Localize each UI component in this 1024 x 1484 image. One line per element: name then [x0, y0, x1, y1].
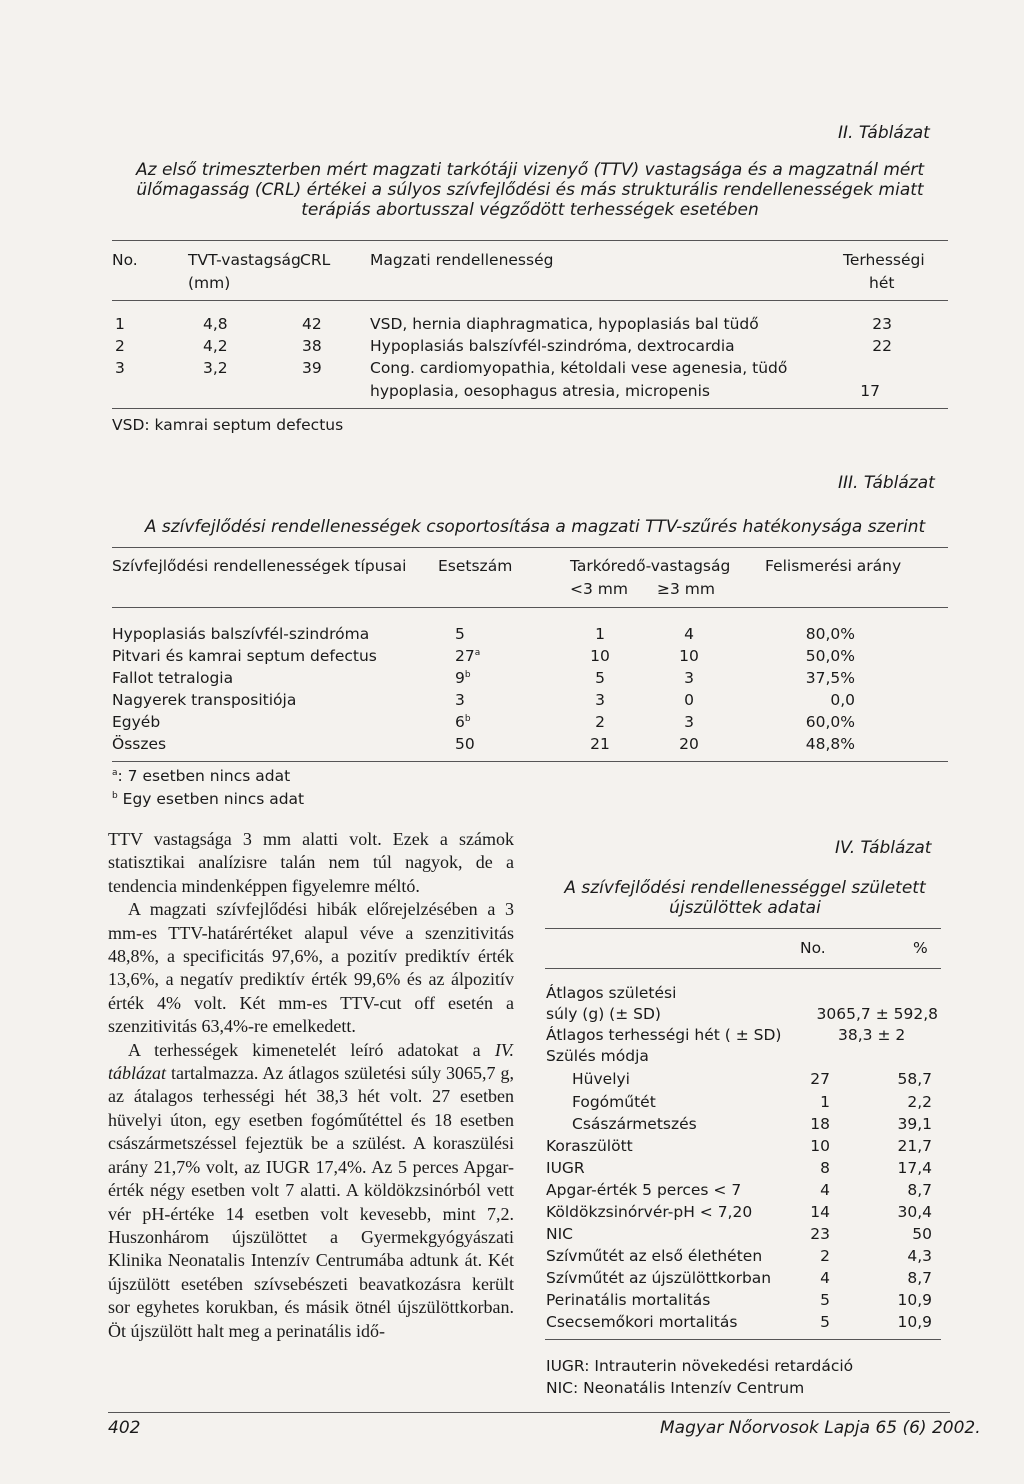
table-reference: IV. táblázat: [108, 1039, 514, 1084]
body-paragraph: TTV vastagsága 3 mm alatti volt. Ezek a számok statisztikai analízisre talán nem túl nagyok, de a tendencia mindenképpen figyelemre méltó.: [108, 829, 514, 896]
table3-cases-value: 50: [455, 735, 475, 753]
table4-row-label: súly (g) (± SD): [546, 1005, 661, 1023]
table2-cell-no: 3: [115, 359, 125, 377]
table3-cell-type: Egyéb: [112, 713, 161, 731]
table3-top-rule: [112, 547, 948, 548]
table2-header-week: Terhességi: [843, 251, 925, 269]
table3-cell-rate: 50,0%: [805, 647, 855, 665]
table3-cell-cases: [455, 712, 471, 733]
table3-cases-sup: b: [464, 669, 471, 680]
table4-header-no: No.: [800, 939, 826, 957]
table3-header-rate: Felismerési arány: [765, 557, 902, 575]
table4-row-pct: 8,7: [907, 1269, 932, 1287]
table4-row-label: Hüvelyi: [572, 1070, 630, 1088]
table3-cell-type: Összes: [112, 735, 167, 753]
table3-cell-ge3: 0: [684, 691, 694, 709]
table4-row-pct: 30,4: [897, 1203, 932, 1221]
table2-cell-week: 17: [860, 382, 880, 400]
table4-row-pct: 58,7: [897, 1070, 932, 1088]
table4-row-label: Koraszülött: [546, 1137, 633, 1155]
table3-cell-type: Nagyerek transpositiója: [112, 691, 297, 709]
table3-cell-ge3: 4: [684, 625, 694, 643]
table2-bottom-rule: [112, 408, 948, 409]
table3-cell-rate: 60,0%: [805, 713, 855, 731]
table2-header-anomaly: Magzati rendellenesség: [370, 251, 554, 269]
table4-caption-line1: A szívfejlődési rendellenességgel született: [564, 878, 926, 898]
table4-row-label: NIC: [546, 1225, 573, 1243]
table3-cell-ge3: 10: [679, 647, 699, 665]
table4-row-no: 23: [810, 1225, 830, 1243]
table4-row-label: Szívműtét az újszülöttkorban: [546, 1269, 772, 1287]
table4-row-no: 8: [820, 1159, 830, 1177]
table2-tag: II. Táblázat: [838, 123, 930, 143]
table2-header-no: No.: [112, 251, 138, 269]
table4-row-label: Csecsemőkori mortalitás: [546, 1313, 738, 1331]
table2-cell-anomaly: VSD, hernia diaphragmatica, hypoplasiás bal tüdő: [370, 315, 759, 333]
table3-cell-cases: [455, 668, 471, 689]
table4-row-no: 1: [820, 1093, 830, 1111]
table3-bottom-rule: [112, 761, 948, 762]
table2-top-rule: [112, 240, 948, 241]
table4-note-nic: NIC: Neonatális Intenzív Centrum: [546, 1379, 805, 1397]
table4-header-pct: %: [913, 939, 928, 957]
table2-header-tvt: TVT-vastagság: [188, 251, 301, 269]
table3-note-b: [112, 789, 304, 810]
journal-citation: Magyar Nőorvosok Lapja 65 (6) 2002.: [660, 1418, 981, 1438]
table3-cases-value: 3: [455, 691, 465, 709]
table2-header-tvt-unit: (mm): [188, 274, 231, 292]
table3-header-ge3: ≥3 mm: [657, 580, 715, 598]
body-paragraph: [108, 1039, 514, 1343]
table3-cell-cases: [455, 734, 475, 755]
table4-row-label: Átlagos terhességi hét ( ± SD): [546, 1026, 782, 1044]
table4-row-label: IUGR: [546, 1159, 585, 1177]
table3-cell-cases: [455, 646, 480, 667]
table4-bottom-rule: [545, 1339, 941, 1340]
table4-tag: IV. Táblázat: [835, 838, 932, 858]
table2-header-week2: hét: [869, 274, 895, 292]
table3-cases-value: 27: [455, 647, 475, 665]
footer-rule: [108, 1412, 950, 1413]
table4-row-no: 18: [810, 1115, 830, 1133]
table3-cases-sup: a: [474, 647, 481, 658]
table2-cell-crl: 42: [302, 315, 322, 333]
table3-note-a-mark: a: [112, 767, 118, 778]
table4-row-label: Köldökzsinórvér-pH < 7,20: [546, 1203, 753, 1221]
table4-row-label: Átlagos születési: [546, 984, 677, 1002]
table2-cell-tvt: 3,2: [203, 359, 228, 377]
table4-row-pct: 4,3: [907, 1247, 932, 1265]
table3-note-b-mark: b: [112, 790, 118, 801]
table3-cell-cases: [455, 690, 465, 711]
page-number: 402: [108, 1418, 141, 1438]
table4-row-no: 5: [820, 1291, 830, 1309]
table3-cell-ge3: 3: [684, 713, 694, 731]
table4-row-no: 4: [820, 1181, 830, 1199]
table4-row-label: Császármetszés: [572, 1115, 697, 1133]
table4-row-pct: 21,7: [897, 1137, 932, 1155]
table2-cell-crl: 38: [302, 337, 322, 355]
table2-cell-no: 1: [115, 315, 125, 333]
table4-row-pct: 39,1: [897, 1115, 932, 1133]
table4-row-pct: 10,9: [897, 1313, 932, 1331]
table4-header-rule: [545, 968, 941, 969]
table4-top-rule: [545, 928, 941, 929]
table2-cell-week: 23: [872, 315, 892, 333]
table3-cell-cases: [455, 624, 465, 645]
table3-header-nt: Tarkóredő-vastagság: [570, 557, 731, 575]
table4-row-label: Apgar-érték 5 perces < 7: [546, 1181, 742, 1199]
table4-row-no: 4: [820, 1269, 830, 1287]
table4-row-label: Perinatális mortalitás: [546, 1291, 711, 1309]
table3-cell-type: Fallot tetralogia: [112, 669, 234, 687]
table2-cell-crl: 39: [302, 359, 322, 377]
table4-row-no: 14: [810, 1203, 830, 1221]
table3-cell-rate: 48,8%: [805, 735, 855, 753]
table4-row-label: Szívműtét az első élethéten: [546, 1247, 763, 1265]
table4-row-no: 3065,7 ± 592,8: [816, 1005, 938, 1023]
table3-cell-lt3: 1: [595, 625, 605, 643]
table3-cell-rate: 80,0%: [805, 625, 855, 643]
table3-header-type: Szívfejlődési rendellenességek típusai: [112, 557, 407, 575]
table4-row-no: 38,3 ± 2: [838, 1026, 906, 1044]
body-text: [108, 828, 514, 1343]
table4-row-no: 10: [810, 1137, 830, 1155]
table2-header-rule: [112, 300, 948, 301]
table4-row-no: 5: [820, 1313, 830, 1331]
table4-row-pct: 2,2: [907, 1093, 932, 1111]
table3-cell-type: Pitvari és kamrai septum defectus: [112, 647, 377, 665]
table3-cases-value: 6: [455, 713, 465, 731]
table3-header-rule: [112, 607, 948, 608]
table2-cell-tvt: 4,8: [203, 315, 228, 333]
body-paragraph: A magzati szívfejlődési hibák előrejelzésében a 3 mm-es TTV-határértéket alapul véve a szenzitivitás 48,8%, a specificitás 97,6%, a pozitív prediktív érték 13,6%, a negatív prediktív érték 99,6% és az álpozitív érték 4% volt. Két mm-es TTV-cut off esetén a szenzitivitás 63,4%-re emelkedett.: [108, 899, 514, 1037]
table2-caption: Az első trimeszterben mért magzati tarkótáji vizenyő (TTV) vastagsága és a magzatnál mért ülőmagasság (CRL) értékei a súlyos szívfejlődési és más strukturális rendellenességek miatt terápiás abortusszal végződött terhességek esetében: [135, 160, 925, 220]
table3-cases-sup: b: [464, 713, 471, 724]
table4-row-pct: 17,4: [897, 1159, 932, 1177]
table4-note-iugr: IUGR: Intrauterin növekedési retardáció: [546, 1357, 854, 1375]
table3-cell-lt3: 3: [595, 691, 605, 709]
table3-cases-value: 5: [455, 625, 465, 643]
table4-row-pct: 8,7: [907, 1181, 932, 1199]
table4-row-pct: 10,9: [897, 1291, 932, 1309]
table2-cell-week: 22: [872, 337, 892, 355]
table3-cell-lt3: 10: [590, 647, 610, 665]
table3-cell-rate: 37,5%: [805, 669, 855, 687]
table3-cases-value: 9: [455, 669, 465, 687]
table3-cell-rate: 0,0: [830, 691, 855, 709]
table4-row-no: 2: [820, 1247, 830, 1265]
table3-caption: A szívfejlődési rendellenességek csoportosítása a magzati TTV-szűrés hatékonysága szerint: [144, 517, 926, 537]
table4-row-no: 27: [810, 1070, 830, 1088]
table2-cell-anomaly: Cong. cardiomyopathia, kétoldali vese agenesia, tüdő: [370, 359, 788, 377]
table3-tag: III. Táblázat: [838, 473, 935, 493]
table4-row-pct: 50: [912, 1225, 932, 1243]
table4-caption-line2: újszülöttek adatai: [669, 898, 821, 918]
table4-row-label: Fogóműtét: [572, 1093, 656, 1111]
body-text-span: tartalmazza. Az átlagos születési súly 3065,7 g, az átalagos terhességi hét 38,3 hét volt. 27 esetben hüvelyi úton, egy esetben fogóműtéttel és 18 esetben császármetszéssel fejeztük be a szülést. A koraszülési arány 21,7% volt, az IUGR 17,4%. Az 5 perces Apgar-érték négy esetben volt 7 alatti. A köldökzsinórból vett vér pH-értéke 14 esetben volt kevesebb, mint 7,2. Huszonhárom újszülöttet a Gyermekgyógyászati Klinika Neonatalis Intenzív Centrumába adtunk át. Két újszülött esetében szívsebészeti beavatkozásra került sor egyhetes korukban, és másik ötnél újszülöttkorban. Öt újszülött halt meg a perinatális idő-: [108, 1063, 514, 1341]
table2-cell-anomaly: Hypoplasiás balszívfél-szindróma, dextrocardia: [370, 337, 735, 355]
table3-note-a-text: : 7 esetben nincs adat: [117, 767, 291, 785]
table4-row-label: Szülés módja: [546, 1047, 649, 1065]
table3-cell-ge3: 20: [679, 735, 699, 753]
table3-header-cases: Esetszám: [438, 557, 513, 575]
table3-header-lt3: <3 mm: [570, 580, 628, 598]
table2-header-crl: CRL: [300, 251, 331, 269]
table3-cell-type: Hypoplasiás balszívfél-szindróma: [112, 625, 370, 643]
table3-cell-lt3: 2: [595, 713, 605, 731]
table2-cell-anomaly-cont: hypoplasia, oesophagus atresia, micropenis: [370, 382, 711, 400]
table3-cell-lt3: 21: [590, 735, 610, 753]
table2-cell-no: 2: [115, 337, 125, 355]
table2-cell-tvt: 4,2: [203, 337, 228, 355]
table3-cell-lt3: 5: [595, 669, 605, 687]
table3-note-a: [112, 766, 290, 787]
body-text-span: A terhességek kimenetelét leíró adatokat a: [128, 1039, 495, 1060]
table2-note: VSD: kamrai septum defectus: [112, 416, 344, 434]
table3-cell-ge3: 3: [684, 669, 694, 687]
table3-note-b-text: Egy esetben nincs adat: [122, 790, 305, 808]
